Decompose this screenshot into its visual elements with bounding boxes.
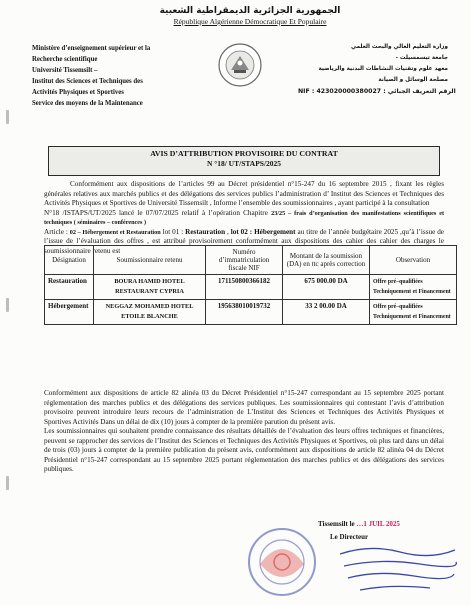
budget-text: au titre de l’année budgétaire 2025 ,qu’à l’issue de l’issue de l’évaluation des offres , est attribué provisoirement conformément aux dispositions des cahier des cahier des charges le soumissionnaire retenu est	[44, 227, 444, 255]
ministry-line: Ministère d’enseignement supérieur et la	[32, 45, 151, 52]
institute-line: Activités Physiques et Sportives	[32, 89, 124, 96]
table-row	[45, 275, 457, 300]
cell-designation: Restauration	[45, 275, 94, 300]
lot1-label: lot 01 :	[160, 227, 186, 236]
table-header-row	[45, 246, 457, 275]
service-line: Service des moyens de la Maintenance	[32, 100, 143, 107]
notice-title-box	[48, 146, 440, 176]
ministry-line-ar: وزارة التعليم العالي والبحث العلمي	[351, 44, 448, 50]
col-header-nif: Numéro d’immatriculation fiscale NIF	[206, 246, 283, 275]
recourse-paragraph	[44, 389, 444, 475]
lot2-text: lot 02 : Hébergement	[230, 227, 296, 236]
nif-line: NIF : 423020000380027 : الرقم التعريف الجبائي	[298, 88, 456, 95]
cell-soumissionnaire: BOURA HAMID HOTEL RESTAURANT CYPRIA	[94, 275, 206, 300]
results-text: Les soumissionnaires qui souhaitent prendre connaissance des résultats détaillés de l’évaluation des leurs offres techniques et financières, peuvent se rapprocher des services de l’Institut des Sciences et Techniques des Activités Physiques et Sportives, où plus tard dans un délai de trois (03) jours à compter de la première publication du présent avis, conformément aux dispositions de article 82 alinéa 04 du Décret Présidentiel n°15-247 correspondant au 15 septembre 2025 portant réglementation des marches publics et des délégations des services publiques.	[44, 427, 444, 473]
official-stamp	[240, 524, 324, 598]
cell-designation: Hébergement	[45, 300, 94, 325]
institute-line-ar: معهد علوم وتقنيات النشاطات البدنية والرياضية	[318, 66, 448, 72]
consultation-ref: N°18 /ISTAPS/UT/2025 lancé le 07/07/2025 relatif à l’opération Chapitre	[44, 208, 272, 217]
signature-date-stamp: …1 JUIL 2025	[356, 520, 400, 528]
attribution-table	[44, 245, 457, 325]
service-line-ar: مصلحة الوسائل و الصيانة	[378, 77, 448, 83]
col-header-designation: Désignation	[45, 246, 94, 275]
col-header-soumissionnaire: Soumissionnaire retenu	[94, 246, 206, 275]
left-header-block	[32, 43, 232, 109]
cell-montant: 33 2 00.00 DA	[283, 300, 370, 325]
cell-observation: Offre pré–qualifiées Techniquement et Financement	[370, 275, 457, 300]
arabic-republic-title: الجمهورية الجزائرية الديمقراطية الشعبية	[159, 6, 341, 16]
university-logo	[217, 42, 263, 88]
punch-hole	[6, 110, 9, 124]
notice-title: AVIS D’ATTRIBUTION PROVISOIRE DU CONTRAT	[150, 149, 338, 158]
cell-soumissionnaire: NEGGAZ MOHAMED HOTEL ETOILE BLANCHE	[94, 300, 206, 325]
article-label: Article :	[44, 227, 70, 236]
cell-montant: 675 000.00 DA	[283, 275, 370, 300]
ministry-line: Recherche scientifique	[32, 56, 98, 63]
cell-nif: 195638010019732	[206, 300, 283, 325]
recourse-text: Conformément aux dispositions de article 82 alinéa 03 du Décret Présidentiel n°15-247 correspondant au 15 septembre 2025 portant réglementation des marches publics et des délégations des services publiques. Les soumissionnaires qui contestant l’avis d’attribution provisoire peuvent introduire leurs recours de l’administration de L’Institut des Sciences et Techniques des Activités Physiques et Sportives Activités Dans un délai de dix (10) jours à compter de la première parution du présent avis.	[44, 389, 444, 426]
cell-observation: Offre pré–qualifiées Techniquement et Financement	[370, 300, 457, 325]
right-header-block-arabic	[272, 42, 448, 86]
punch-hole	[6, 298, 9, 312]
institute-line: Institut des Sciences et Techniques des	[32, 78, 143, 85]
french-republic-title: République Algérienne Démocratique Et Populaire	[173, 17, 327, 26]
article-text: 02 – Hébergement et Restauration	[69, 228, 161, 236]
col-header-observation: Observation	[370, 246, 457, 275]
university-line-ar: جامعة تيسمسيلت -	[395, 55, 448, 61]
university-line: Université Tissemsilt –	[32, 67, 98, 74]
separator-text: ,	[225, 227, 231, 236]
chapter-text: 23/25 – frais d’organisation des manifestations scientifiques et techniques ( séminaires – conférences )	[44, 209, 445, 226]
col-header-montant: Montant de la soumission (DA) en ttc après correction	[283, 246, 370, 275]
lot1-text: Restauration	[185, 227, 226, 236]
signature-place-date	[318, 520, 400, 528]
handwritten-signature	[330, 540, 460, 600]
cell-nif: 171150800366182	[206, 275, 283, 300]
notice-number: N °18/ UT/STAPS/2025	[206, 159, 282, 168]
signatory-role: Le Directeur	[330, 533, 369, 541]
punch-hole	[6, 476, 9, 490]
table-row	[45, 300, 457, 325]
signature-place: Tissemsilt le	[318, 520, 355, 528]
intro-text: Conformément aux dispositions de l’articles 99 au Décret présidentiel n°15-247 du 16 septembre 2015 , fixant les règles générales relatives aux marchés publics et des délégations des services publics l’administration d’ Institut des Sciences et Techniques des Activités Physiques et Sportives de Université Tissemsilt , Informe l’ensemble des soumissionnaires , ayant participé à la consultation	[44, 180, 444, 207]
